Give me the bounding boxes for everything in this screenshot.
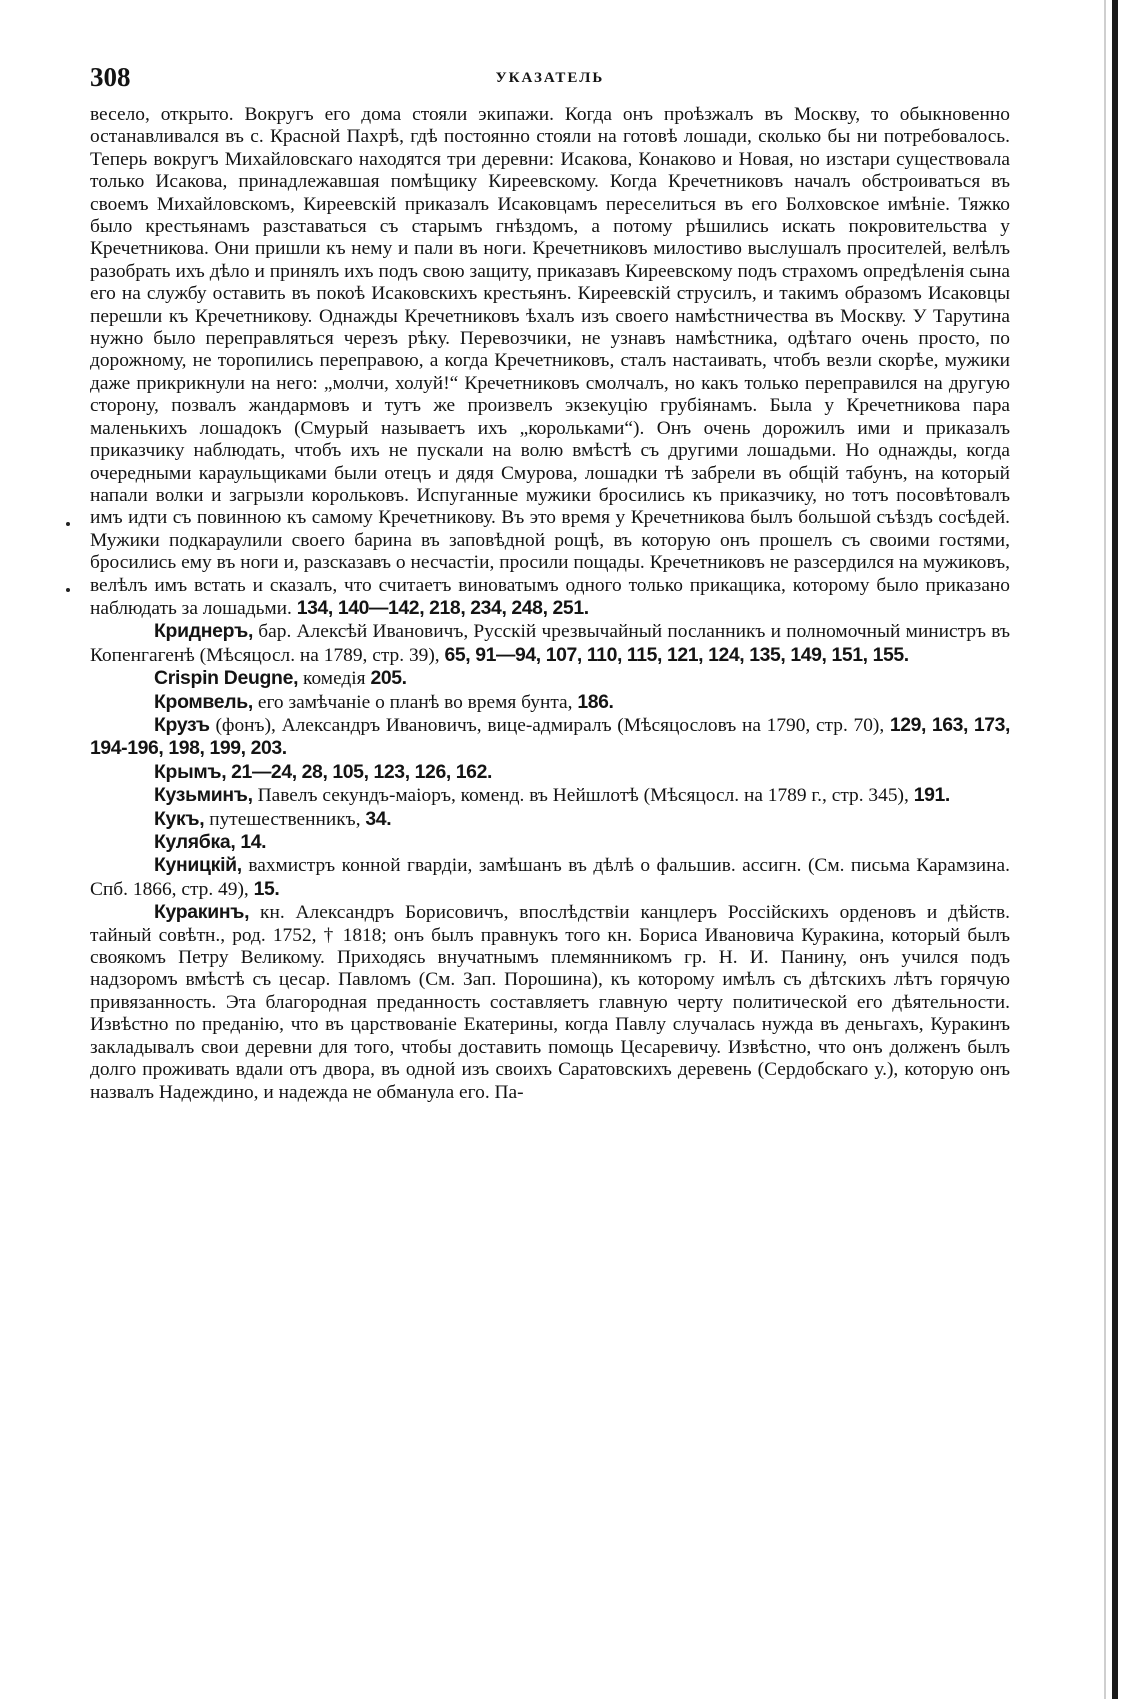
- page-edge-shadow: [1104, 0, 1106, 1699]
- entry-text: кн. Александръ Борисовичъ, впослѣдствіи канцлеръ Россійскихъ орденовъ и дѣйств. тайный совѣтн., род. 1752, † 1818; онъ былъ правнукъ того кн. Бориса Ивановича Куракина, который былъ своякомъ Петру Великому. Приходясь внучатнымъ племянникомъ гр. Н. И. Панину, онъ учился подъ надзоромъ вмѣстѣ съ цесар. Павломъ (См. Зап. Порошина), къ которому имѣлъ съ дѣтскихъ лѣтъ горячую привязанность. Эта благородная преданность составляетъ главную черту политической его дѣятельности. Извѣстно по преданію, что въ царствованіе Екатерины, когда Павлу случалась нужда въ деньгахъ, Куракинъ закладывалъ свои деревни для того, чтобы доставить помощь Цесаревичу. Извѣстно, что онъ долженъ былъ долго проживать вдали отъ двора, въ одной изъ своихъ Саратовскихъ деревень (Сердобскаго у.), которую онъ назвалъ Надеждино, и надежда не обманула его. Па-: [90, 902, 1010, 1104]
- entry-headword: Кукъ,: [154, 807, 205, 830]
- entry-headword: Криднеръ,: [154, 620, 254, 643]
- page-refs: 134, 140—142, 218, 234, 248, 251.: [296, 596, 589, 619]
- entry-headword: Кромвель,: [154, 690, 253, 713]
- entry-headword: Кулябка,: [154, 831, 236, 853]
- continuation-text: весело, открыто. Вокругъ его дома стояли экипажи. Когда онъ проѣзжалъ въ Москву, то обыкновенно останавливался въ с. Красной Пахрѣ, гдѣ постоянно стояли на готовѣ лошади, сколько бы ни потребовалось. Теперь вокругъ Михайловскаго находятся три деревни: Исакова, Конаково и Новая, но изстари существовала только Исакова, принадлежавшая помѣщику Киреевскому. Когда Кречетниковъ началъ обстроиваться въ своемъ Михайловскомъ, Киреевскій приказалъ Исаковцамъ переселиться въ его Болховское имѣніе. Тяжко было крестьянамъ разставаться съ старымъ гнѣздомъ, а потому рѣшились искать покровительства у Кречетникова. Они пришли къ нему и пали въ ноги. Кречетниковъ милостиво выслушалъ просителей, велѣлъ разобрать ихъ дѣло и принялъ ихъ подъ свою защиту, приказавъ Киреевскому подъ страхомъ опредѣленія сына его на службу оставить въ покоѣ Исаковскихъ крестьянъ. Киреевскій струсилъ, и такимъ образомъ Исаковцы перешли къ Кречетникову. Однажды Кречетниковъ ѣхалъ изъ своего намѣстничества въ Москву. У Тарутина нужно было переправляться черезъ рѣку. Перевозчики, не узнавъ намѣстника, одѣтаго очень просто, по дорожному, не торопились переправою, а когда Кречетниковъ, сталъ настаивать, чтобъ везли скорѣе, мужики даже прикрикнули на него: „молчи, холуй!“ Кречетниковъ смолчалъ, но какъ только переправился на другую сторону, позвалъ жандармовъ и тутъ же произвелъ экзекуцію грубіянамъ. Была у Кречетникова пара маленькихъ лошадокъ (Смурый называетъ ихъ „корольками“). Онъ очень дорожилъ ими и приказалъ приказчику наблюдать, чтобъ ихъ не пускали на волю вмѣстѣ съ другими лошадьми. Но однажды, когда очередными караульщиками были отецъ и дядя Смурова, лошадки тѣ забрели въ общій табунъ, на который напали волки и загрызли корольковъ. Испуганные мужики бросились къ приказчику, но тотъ посовѣтовалъ имъ идти съ повинною къ самому Кречетникову. Въ это время у Кречетникова былъ большой съѣздъ сосѣдей. Мужики подкараулили своего барина въ заповѣдной рощѣ, въ которую онъ прошелъ съ своими гостями, бросились ему въ ноги и, разсказавъ о несчастіи, просили пощады. Кречетниковъ не разсердился на мужиковъ, велѣлъ имъ встать и сказалъ, что считаетъ виноватымъ одного только прикащика, которому было приказано наблюдать за лошадьми.: [90, 104, 1010, 619]
- entry-text: вахмистръ конной гвардіи, замѣшанъ въ дѣлѣ о фальшив. ассигн. (См. письма Карамзина. Спб. 1866, стр. 49),: [90, 855, 1010, 900]
- continuation-paragraph: [90, 104, 1010, 620]
- index-entry: [90, 714, 1010, 761]
- entry-text: его замѣчаніе о планѣ во время бунта,: [257, 691, 573, 713]
- entry-text: бар. Алексѣй Ивановичъ, Русскій чрезвычайный посланникъ и полномочный министръ въ Копенгагенѣ (Мѣсяцосл. на 1789, стр. 39),: [90, 621, 1010, 666]
- page-refs: 65, 91—94, 107, 110, 115, 121, 124, 135, 149, 151, 155.: [444, 643, 909, 666]
- entry-text: (фонъ), Александръ Ивановичъ, вице-адмиралъ (Мѣсяцословъ на 1790, стр. 70),: [215, 714, 885, 736]
- entry-text: комедія: [303, 668, 366, 690]
- page-refs: 191.: [913, 784, 950, 807]
- entry-headword: Куницкій,: [154, 854, 242, 877]
- running-title: УКАЗАТЕЛЬ: [495, 70, 605, 86]
- entry-headword: Crispin Deugne,: [154, 667, 299, 690]
- page-refs: 129, 163, 173, 194-196, 198, 199, 203.: [90, 713, 1010, 760]
- page-refs: 14.: [240, 831, 267, 853]
- index-entry: [90, 620, 1010, 667]
- index-entry: [90, 667, 1010, 690]
- entry-text: путешественникъ,: [209, 808, 361, 830]
- margin-mark: [66, 522, 70, 526]
- page-number: 308: [90, 62, 131, 92]
- index-entry: [90, 691, 1010, 714]
- index-entry: [90, 854, 1010, 901]
- page-refs: 21—24, 28, 105, 123, 126, 162.: [231, 760, 492, 783]
- entry-text: Павелъ секундъ-маіоръ, коменд. въ Нейшлотѣ (Мѣсяцосл. на 1789 г., стр. 345),: [257, 785, 909, 807]
- index-entry: [90, 808, 1010, 831]
- margin-mark: [66, 588, 70, 592]
- index-body: [90, 104, 1010, 1105]
- page-header: [90, 62, 1010, 96]
- page-refs: 186.: [577, 690, 614, 713]
- entry-headword: Куракинъ,: [154, 901, 250, 924]
- page-edge: [1112, 0, 1118, 1699]
- index-entry: [90, 901, 1010, 1105]
- entry-headword: Кузьминъ,: [154, 784, 253, 807]
- page-refs: 205.: [370, 667, 407, 690]
- index-entry: [90, 784, 1010, 807]
- entry-headword: Крузъ: [154, 713, 210, 736]
- page-refs: 34.: [365, 807, 392, 830]
- index-entry: [90, 761, 1010, 784]
- index-entry: [90, 831, 1010, 854]
- entry-headword: Крымъ,: [154, 760, 227, 783]
- page-refs: 15.: [253, 877, 280, 900]
